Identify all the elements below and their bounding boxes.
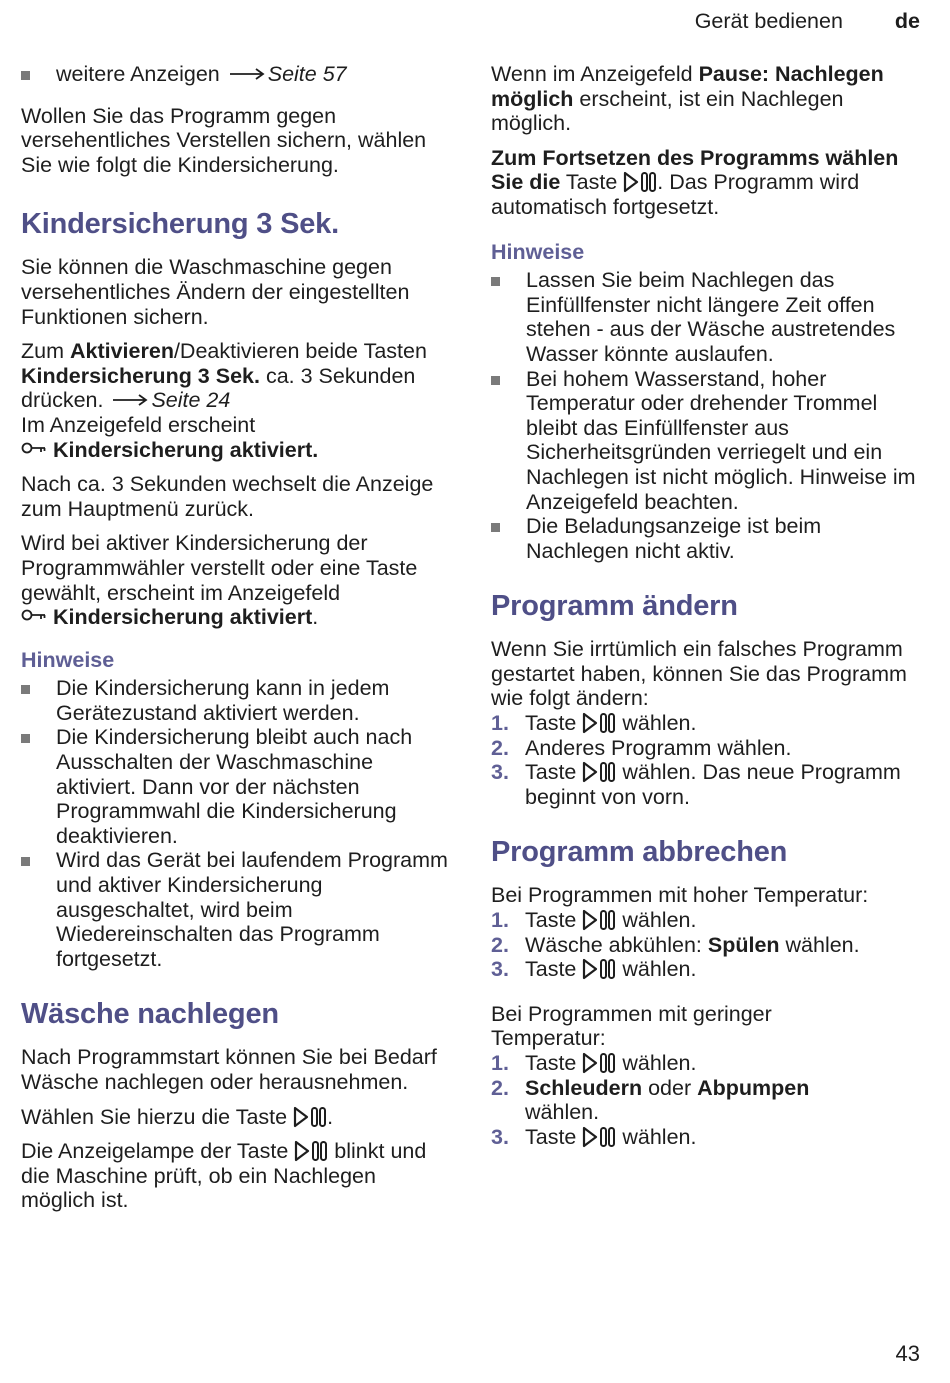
bullet-square-icon	[21, 857, 30, 866]
intro-paragraph: Wollen Sie das Programm gegen versehentliches Verstellen sichern, wählen Sie wie folgt die Kindersicherung.	[21, 103, 427, 177]
paragraph	[21, 1105, 453, 1130]
list-item	[21, 676, 453, 725]
bullet-list-top	[21, 62, 453, 87]
paragraph	[21, 531, 453, 629]
list-item-text: weitere Anzeigen	[56, 62, 220, 86]
key-icon	[21, 441, 47, 455]
arrow-right-icon	[229, 67, 265, 81]
text: .	[327, 1104, 334, 1129]
text: wählen.	[622, 1051, 697, 1075]
start-pause-icon	[582, 1052, 616, 1074]
header-language: de	[894, 9, 920, 33]
bold-text: Aktivieren	[69, 339, 174, 364]
text: blinkt und die Maschine prüft, ob ein Nachlegen möglich ist.	[21, 1139, 427, 1213]
bold-text: Spülen	[707, 932, 780, 957]
start-pause-icon	[293, 1106, 327, 1128]
text: wählen.	[779, 932, 860, 957]
paragraph: Bei Programmen mit hoher Temperatur:	[491, 883, 869, 908]
bold-text: Kindersicherung 3 Sek.	[21, 363, 260, 388]
text: Wählen Sie hierzu die Taste	[21, 1104, 288, 1129]
heading-programm-abbrechen: Programm abbrechen	[491, 836, 788, 869]
paragraph: Nach Programmstart können Sie bei Bedarf Wäsche nachlegen oder herausnehmen.	[21, 1045, 437, 1094]
bullet-square-icon	[491, 376, 500, 385]
bold-text: Pause: Nachlegen möglich	[491, 62, 884, 111]
step-item	[491, 957, 929, 982]
bold-text: Kindersicherung aktiviert.	[52, 437, 319, 462]
text: Die Anzeigelampe der Taste	[21, 1139, 289, 1164]
start-pause-icon	[582, 712, 616, 734]
text: wählen.	[525, 1100, 600, 1125]
paragraph	[491, 146, 929, 220]
list-item-text: Wird das Gerät bei laufendem Programm und aktiver Kindersicherung ausgeschaltet, wird beim Wiedereinschalten das Programm fortgesetzt.	[56, 848, 448, 971]
step-number: 1.	[491, 711, 509, 736]
right-column	[491, 62, 929, 1159]
step-number: 1.	[491, 1051, 509, 1075]
start-pause-icon	[623, 171, 657, 193]
arrow-right-icon	[112, 393, 148, 407]
list-item-text: Die Beladungsanzeige ist beim Nachlegen nicht aktiv.	[526, 514, 822, 563]
text: Taste	[525, 957, 577, 982]
list-item-text: Bei hohem Wasserstand, hoher Temperatur oder drehender Trommel bleibt das Einfüllfenster aus Sicherheitsgründen verriegelt und ein Nachlegen ist nicht möglich. Hinweise im Anzeigefeld beachten.	[526, 366, 916, 514]
list-item	[491, 514, 929, 563]
text: Taste	[525, 1124, 577, 1149]
step-item	[491, 1051, 929, 1076]
bold-text: Abpumpen	[697, 1075, 810, 1100]
steps-list	[491, 1051, 929, 1149]
text: Im Anzeigefeld erscheint	[21, 412, 256, 437]
paragraph	[491, 62, 929, 136]
paragraph: Sie können die Waschmaschine gegen versehentliches Ändern der eingestellten Funktionen sichern.	[21, 255, 410, 329]
step-item	[491, 908, 929, 933]
step-item	[491, 711, 929, 736]
bullet-square-icon	[21, 734, 30, 743]
step-item	[491, 1125, 929, 1150]
text: wählen.	[622, 711, 697, 736]
paragraph: Bei Programmen mit geringer Temperatur:	[491, 1001, 772, 1051]
heading-programm-aendern: Programm ändern	[491, 590, 738, 623]
left-column	[21, 62, 453, 1223]
step-item	[491, 1076, 855, 1125]
text: Zum	[21, 339, 70, 364]
bullet-square-icon	[491, 523, 500, 532]
text: .	[312, 605, 319, 630]
text: oder	[642, 1075, 698, 1100]
text: Taste	[525, 908, 577, 933]
text: wählen.	[622, 957, 697, 982]
text: Taste	[525, 760, 577, 785]
paragraph	[21, 1139, 453, 1213]
heading-waesche-nachlegen: Wäsche nachlegen	[21, 998, 279, 1031]
text: wählen.	[622, 908, 697, 933]
start-pause-icon	[582, 909, 616, 931]
step-number: 2.	[491, 735, 509, 760]
list-item-text: Die Kindersicherung kann in jedem Gerätezustand aktiviert werden.	[56, 676, 390, 725]
text: Anderes Programm wählen.	[525, 735, 792, 760]
text: erscheint, ist ein Nachlegen möglich.	[491, 86, 844, 136]
page-reference: Seite 57	[267, 62, 347, 86]
text: Wird bei aktiver Kindersicherung der Programmwähler verstellt oder eine Taste gewählt, erscheint im Anzeigefeld	[21, 531, 418, 605]
steps-list	[491, 908, 929, 982]
list-item	[21, 62, 453, 87]
list-item-text: Lassen Sie beim Nachlegen das Einfüllfenster nicht längere Zeit offen stehen - aus der Wäsche austretendes Wasser könnte auslaufen.	[526, 268, 896, 366]
start-pause-icon	[582, 1126, 616, 1148]
step-item	[491, 933, 929, 958]
list-item-text: Die Kindersicherung bleibt auch nach Ausschalten der Waschmaschine aktiviert. Dann vor der nächsten Programmwahl die Kindersicherung deaktivieren.	[56, 725, 413, 848]
step-number: 3.	[491, 957, 509, 982]
list-item	[491, 367, 929, 515]
page-header	[695, 8, 920, 34]
step-number: 2.	[491, 932, 509, 957]
step-number: 1.	[491, 908, 509, 933]
page-number: 43	[895, 1341, 920, 1367]
heading-kindersicherung: Kindersicherung 3 Sek.	[21, 208, 339, 241]
bullet-square-icon	[21, 71, 30, 80]
list-item	[491, 268, 929, 366]
key-icon	[21, 608, 47, 622]
start-pause-icon	[582, 761, 616, 783]
step-number: 3.	[491, 760, 509, 785]
text: Taste	[560, 170, 618, 195]
text: . Das Programm wird automatisch fortgesetzt.	[491, 170, 860, 219]
text: wählen.	[622, 1124, 697, 1149]
text: /Deaktivieren beide Tasten	[173, 339, 427, 364]
paragraph: Wenn Sie irrtümlich ein falsches Programm gestartet haben, können Sie das Programm wie folgt ändern:	[491, 637, 907, 711]
bullet-square-icon	[491, 277, 500, 286]
text: wählen. Das neue Programm beginnt von vorn.	[525, 760, 901, 809]
text: Taste	[525, 1051, 577, 1075]
notes-list	[21, 676, 453, 971]
header-section-title: Gerät bedienen	[694, 9, 843, 33]
paragraph-activation	[21, 339, 453, 462]
notes-list	[491, 268, 929, 563]
text: Wenn im Anzeigefeld	[491, 62, 699, 86]
notes-heading: Hinweise	[21, 647, 115, 672]
start-pause-icon	[582, 958, 616, 980]
start-pause-icon	[294, 1140, 328, 1162]
step-number: 3.	[491, 1124, 509, 1149]
bold-text: Zum Fortsetzen des Programms wählen Sie die	[491, 145, 899, 195]
notes-heading: Hinweise	[491, 239, 585, 264]
text: ca. 3 Sekunden drücken.	[21, 363, 416, 413]
paragraph: Nach ca. 3 Sekunden wechselt die Anzeige zum Hauptmenü zurück.	[21, 472, 434, 521]
text: Taste	[525, 711, 577, 736]
step-item	[491, 736, 929, 761]
list-item	[21, 848, 453, 971]
text: Wäsche abkühlen:	[525, 932, 708, 957]
page-reference: Seite 24	[151, 388, 231, 413]
bold-text: Kindersicherung aktiviert	[52, 605, 313, 630]
steps-list	[491, 711, 929, 809]
bold-text: Schleudern	[525, 1075, 643, 1100]
step-number: 2.	[491, 1075, 509, 1100]
step-item	[491, 760, 929, 809]
list-item	[21, 725, 453, 848]
bullet-square-icon	[21, 685, 30, 694]
